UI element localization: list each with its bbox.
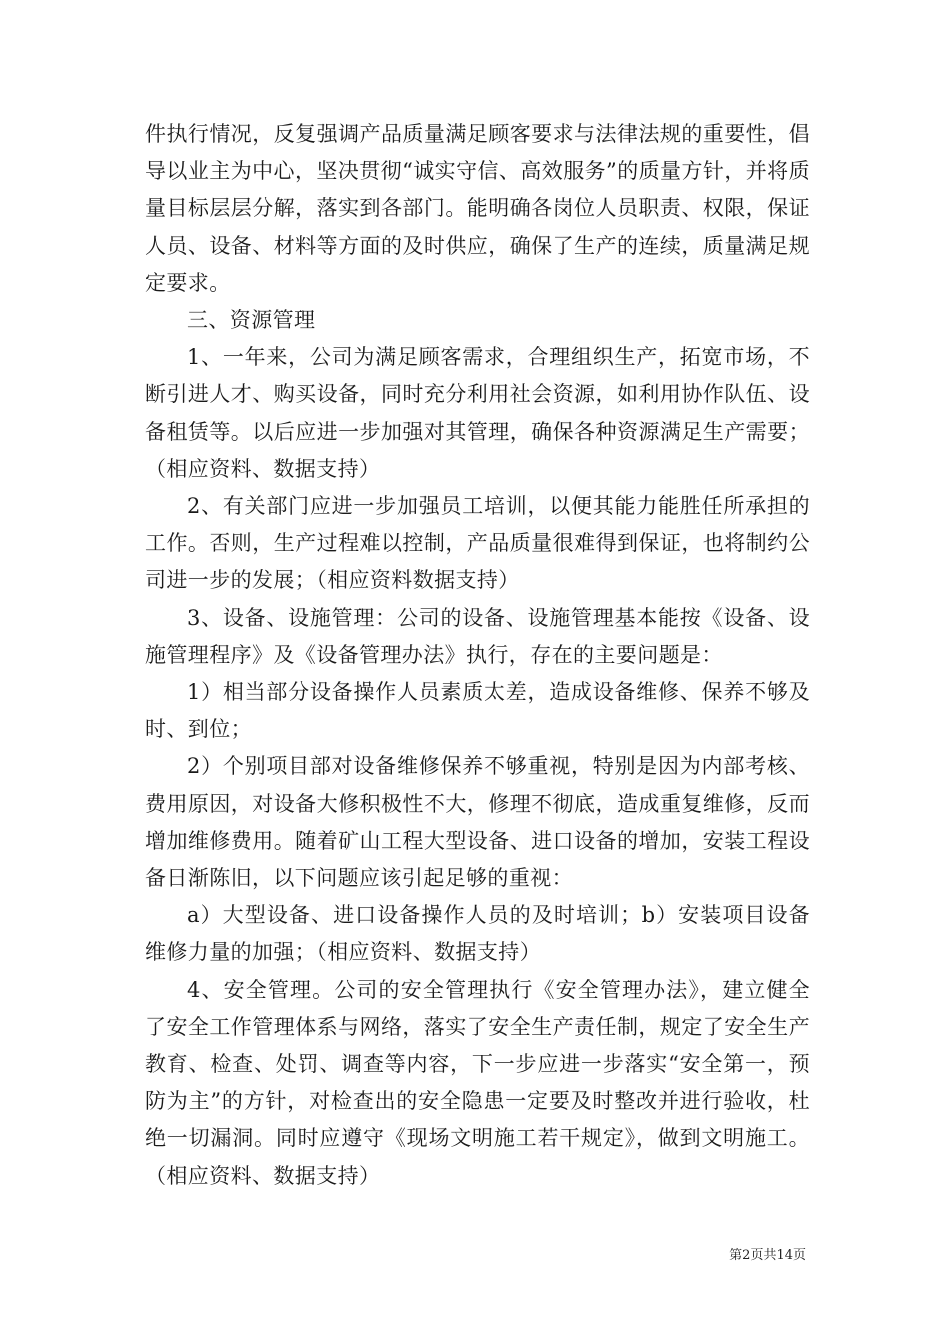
paragraph-equipment-issue-ab: a）大型设备、进口设备操作人员的及时培训；b）安装项目设备维修力量的加强；（相应资料、数据支持）	[145, 903, 810, 965]
paragraph-equipment-issue-1: 1）相当部分设备操作人员素质太差，造成设备维修、保养不够及时、到位；	[145, 680, 810, 742]
paragraph-resources-item-1: 1、一年来，公司为满足顾客需求，合理组织生产，拓宽市场，不断引进人才、购买设备，同时充分利用社会资源，如利用协作队伍、设备租赁等。以后应进一步加强对其管理，确保各种资源满足生产需要；（相应资料、数据支持）	[145, 345, 810, 481]
section-heading-resource-management: 三、资源管理	[187, 308, 316, 333]
document-body	[145, 116, 810, 1195]
paragraph-resources-item-2: 2、有关部门应进一步加强员工培训，以便其能力能胜任所承担的工作。否则，生产过程难以控制，产品质量很难得到保证，也将制约公司进一步的发展；（相应资料数据支持）	[145, 494, 810, 593]
page-number: 第2页共14页	[729, 1248, 806, 1263]
paragraph-equipment-issue-2: 2）个别项目部对设备维修保养不够重视，特别是因为内部考核、费用原因，对设备大修积极性不大，修理不彻底，造成重复维修，反而增加维修费用。随着矿山工程大型设备、进口设备的增加，安装工程设备日渐陈旧，以下问题应该引起足够的重视：	[145, 754, 810, 891]
paragraph-quality-policy: 件执行情况，反复强调产品质量满足顾客要求与法律法规的重要性，倡导以业主为中心，坚决贯彻“诚实守信、高效服务”的质量方针，并将质量目标层层分解，落实到各部门。能明确各岗位人员职责、权限，保证人员、设备、材料等方面的及时供应，确保了生产的连续，质量满足规定要求。	[145, 122, 810, 295]
paragraph-safety-management: 4、安全管理。公司的安全管理执行《安全管理办法》，建立健全了安全工作管理体系与网络，落实了安全生产责任制，规定了安全生产教育、检查、处罚、调查等内容，下一步应进一步落实“安全第一，预防为主”的方针，对检查出的安全隐患一定要及时整改并进行验收，杜绝一切漏洞。同时应遵守《现场文明施工若干规定》，做到文明施工。（相应资料、数据支持）	[145, 977, 810, 1188]
paragraph-equipment-management: 3、设备、设施管理：公司的设备、设施管理基本能按《设备、设施管理程序》及《设备管理办法》执行，存在的主要问题是：	[145, 605, 810, 667]
